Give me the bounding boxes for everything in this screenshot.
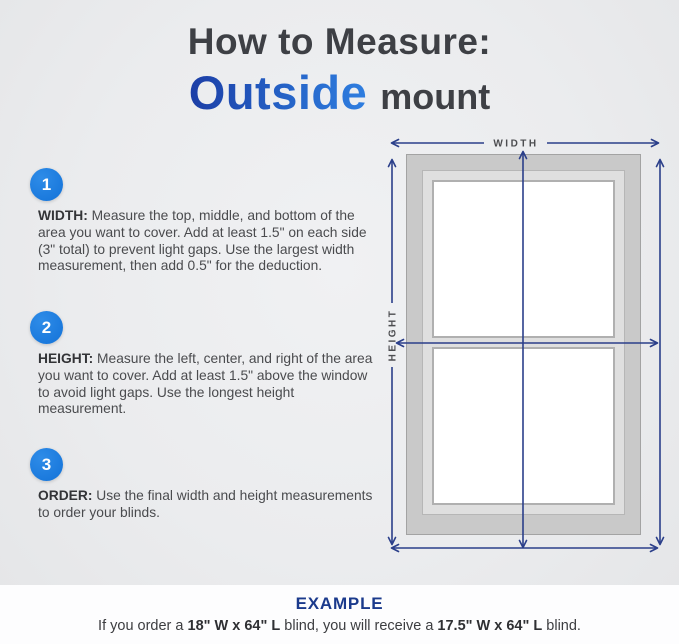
step-1-badge: 1 bbox=[30, 168, 63, 201]
title-rest-mount: mount bbox=[380, 75, 491, 117]
title-line1: How to Measure: bbox=[187, 21, 492, 62]
step-3-body: Use the final width and height measurements to order your blinds. bbox=[38, 488, 373, 520]
step-order bbox=[30, 448, 382, 522]
example-footer bbox=[0, 585, 679, 644]
example-suffix: blind. bbox=[542, 618, 581, 634]
height-dimension-label: HEIGHT bbox=[387, 308, 399, 362]
example-received-size: 17.5" W x 64" L bbox=[437, 618, 543, 634]
step-height bbox=[30, 311, 382, 418]
step-2-text bbox=[38, 351, 382, 418]
step-3-text bbox=[38, 488, 382, 522]
step-3-badge: 3 bbox=[30, 448, 63, 481]
step-2-body: Measure the left, center, and right of the area you want to cover. Add at least 1.5" above the window to avoid light gaps. Use the longest height measurement. bbox=[38, 351, 373, 417]
title-accent-outside: Outside bbox=[188, 65, 368, 119]
example-ordered-size: 18" W x 64" L bbox=[187, 618, 281, 634]
example-sentence bbox=[0, 618, 679, 634]
step-1-body: Measure the top, middle, and bottom of the area you want to cover. Add at least 1.5" on each side (3" total) to prevent light gaps. Use the largest width measurement, then add 0.5" for the deduction. bbox=[38, 208, 367, 274]
step-width bbox=[30, 168, 382, 275]
measurement-arrows bbox=[380, 130, 675, 565]
example-heading: EXAMPLE bbox=[295, 594, 384, 613]
example-mid: blind, you will receive a bbox=[280, 618, 438, 634]
page-title bbox=[0, 22, 679, 120]
title-line2 bbox=[0, 65, 679, 120]
step-1-text bbox=[38, 208, 382, 275]
example-prefix: If you order a bbox=[98, 618, 188, 634]
window-measurement-diagram bbox=[380, 130, 675, 565]
step-2-label: HEIGHT: bbox=[38, 351, 94, 366]
step-2-badge: 2 bbox=[30, 311, 63, 344]
step-1-label: WIDTH: bbox=[38, 208, 88, 223]
arrow-lines bbox=[392, 143, 660, 548]
step-3-label: ORDER: bbox=[38, 488, 93, 503]
width-dimension-label: WIDTH bbox=[493, 138, 539, 150]
